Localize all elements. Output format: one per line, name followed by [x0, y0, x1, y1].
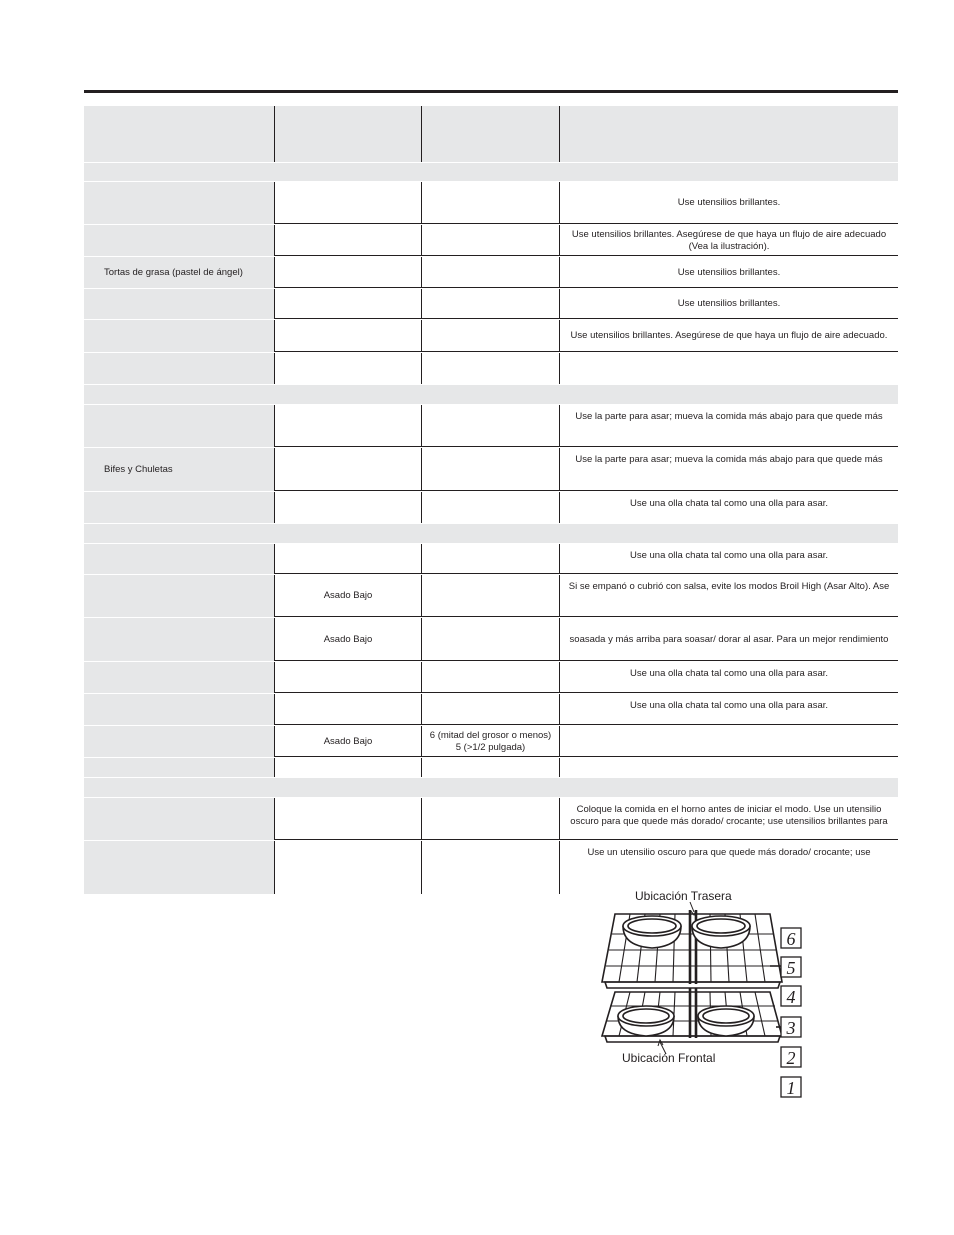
food-type-cell	[84, 694, 274, 725]
column-divider	[274, 618, 275, 661]
column-divider	[421, 289, 422, 319]
food-type-cell	[84, 257, 274, 288]
table-row	[84, 694, 898, 725]
column-divider	[421, 448, 422, 491]
rack-position-cell	[422, 353, 559, 384]
mode-cell	[275, 320, 421, 352]
food-type-cell	[84, 106, 274, 162]
mode-cell	[275, 798, 421, 840]
mode-cell	[275, 841, 421, 894]
position-2: 2	[786, 1048, 796, 1068]
column-divider	[421, 575, 422, 617]
column-divider	[274, 106, 275, 162]
rack-position-cell	[422, 289, 559, 319]
food-type-cell	[84, 225, 274, 256]
column-divider	[421, 618, 422, 661]
notes-cell	[560, 257, 898, 288]
notes-cell	[560, 492, 898, 523]
column-divider	[421, 798, 422, 840]
notes-text: Use una olla chata tal como una olla para asar.	[629, 498, 829, 509]
notes-text: Use la parte para asar; mueva la comida más abajo para que quede más	[575, 411, 883, 422]
notes-cell	[560, 575, 898, 617]
column-divider	[274, 448, 275, 491]
notes-cell	[560, 544, 898, 574]
rack-position-cell	[422, 662, 559, 693]
mode-cell	[275, 106, 421, 162]
rack-position-cell	[422, 492, 559, 523]
column-divider	[274, 798, 275, 840]
column-divider	[559, 353, 560, 384]
column-divider	[421, 544, 422, 574]
column-divider	[421, 353, 422, 384]
rack-position-cell	[422, 182, 559, 224]
row-divider	[274, 446, 898, 447]
mode-cell	[275, 694, 421, 725]
table-row	[84, 320, 898, 352]
rack-position-cell	[422, 544, 559, 574]
column-divider	[274, 575, 275, 617]
notes-text: Use utensilios brillantes.	[677, 298, 781, 309]
food-type-cell	[84, 575, 274, 617]
table-row	[84, 492, 898, 523]
column-divider	[274, 841, 275, 894]
notes-text: Use una olla chata tal como una olla para asar.	[629, 700, 829, 711]
column-divider	[274, 353, 275, 384]
mode-text: Asado Bajo	[323, 590, 373, 601]
column-divider	[559, 575, 560, 617]
notes-text: Use la parte para asar; mueva la comida más abajo para que quede más	[575, 454, 883, 465]
mode-cell	[275, 544, 421, 574]
row-divider	[274, 255, 898, 256]
position-boxes	[781, 928, 801, 1097]
table-row	[84, 448, 898, 491]
rack-position-cell	[422, 798, 559, 840]
rack-position-cell	[422, 618, 559, 661]
notes-cell	[560, 758, 898, 777]
rack-position-cell	[422, 694, 559, 725]
food-type-cell	[84, 320, 274, 352]
column-divider	[559, 618, 560, 661]
rack-position-cell	[422, 225, 559, 256]
table-row	[84, 662, 898, 693]
table-row	[84, 257, 898, 288]
food-type-text: Tortas de grasa (pastel de ángel)	[104, 266, 243, 278]
column-divider	[421, 662, 422, 693]
table-row	[84, 289, 898, 319]
mode-cell	[275, 182, 421, 224]
rack-position-cell	[422, 257, 559, 288]
mode-cell	[275, 289, 421, 319]
notes-cell	[560, 798, 898, 840]
table-row	[84, 182, 898, 224]
rack-position-cell	[422, 841, 559, 894]
row-divider	[274, 724, 898, 725]
row-divider	[274, 318, 898, 319]
notes-cell	[560, 353, 898, 384]
mode-cell	[275, 353, 421, 384]
column-divider	[274, 405, 275, 447]
rack-position-text: 6 (mitad del grosor o menos) 5 (>1/2 pulgada)	[429, 729, 552, 753]
notes-text: Use un utensilio oscuro para que quede más dorado/ crocante; use	[587, 847, 871, 858]
food-type-cell	[84, 544, 274, 574]
food-type-cell	[84, 448, 274, 491]
food-type-cell	[84, 618, 274, 661]
column-divider	[559, 758, 560, 777]
rack-position-cell	[422, 106, 559, 162]
row-divider	[274, 287, 898, 288]
top-rule	[84, 90, 898, 93]
mode-text: Asado Bajo	[323, 633, 373, 645]
column-divider	[421, 841, 422, 894]
column-divider	[421, 106, 422, 162]
table-row	[84, 353, 898, 384]
column-divider	[559, 182, 560, 224]
notes-cell	[560, 618, 898, 661]
mode-cell	[275, 618, 421, 661]
column-divider	[274, 225, 275, 256]
table-row	[84, 618, 898, 661]
mode-cell	[275, 225, 421, 256]
column-divider	[274, 182, 275, 224]
food-type-text: Bifes y Chuletas	[104, 463, 173, 475]
food-type-cell	[84, 289, 274, 319]
food-type-cell	[84, 841, 274, 894]
column-divider	[274, 694, 275, 725]
mode-cell	[275, 758, 421, 777]
table-row	[84, 544, 898, 574]
column-divider	[559, 492, 560, 523]
notes-cell	[560, 405, 898, 447]
table-header-row	[84, 106, 898, 162]
row-divider	[274, 756, 898, 757]
notes-text: Use utensilios brillantes.	[677, 266, 781, 278]
lower-rack-front-bar	[605, 1036, 780, 1042]
column-divider	[274, 320, 275, 352]
column-divider	[421, 257, 422, 288]
row-divider	[274, 692, 898, 693]
mode-cell	[275, 575, 421, 617]
rack-position-cell	[422, 448, 559, 491]
label-rear-location: Ubicación Trasera	[635, 889, 732, 903]
notes-text: Coloque la comida en el horno antes de iniciar el modo. Use un utensilio oscuro para que quede más dorado/ crocante; use utensilios brillantes para	[570, 804, 888, 827]
column-divider	[421, 694, 422, 725]
label-front-location: Ubicación Frontal	[622, 1051, 716, 1065]
food-type-cell	[84, 662, 274, 693]
column-divider	[421, 405, 422, 447]
row-divider	[274, 223, 898, 224]
table-row	[84, 726, 898, 757]
column-divider	[559, 841, 560, 894]
mode-cell	[275, 662, 421, 693]
notes-cell	[560, 182, 898, 224]
food-type-cell	[84, 492, 274, 523]
table-row	[84, 798, 898, 840]
row-divider	[274, 616, 898, 617]
row-divider	[274, 490, 898, 491]
notes-text: Use utensilios brillantes. Asegúrese de que haya un flujo de aire adecuado (Vea la ilustración).	[571, 228, 887, 252]
column-divider	[421, 182, 422, 224]
column-divider	[274, 492, 275, 523]
rack-position-cell	[422, 726, 559, 757]
position-1: 1	[786, 1078, 796, 1098]
column-divider	[559, 662, 560, 693]
column-divider	[559, 257, 560, 288]
mode-text: Asado Bajo	[323, 735, 373, 747]
column-divider	[559, 448, 560, 491]
notes-text: Use una olla chata tal como una olla para asar.	[629, 550, 829, 561]
column-divider	[274, 758, 275, 777]
mode-cell	[275, 405, 421, 447]
column-divider	[559, 694, 560, 725]
notes-cell	[560, 662, 898, 693]
table-row	[84, 225, 898, 256]
position-4: 4	[786, 987, 796, 1007]
notes-text: Si se empanó o cubrió con salsa, evite los modos Broil High (Asar Alto). Ase	[568, 581, 890, 592]
section-bar	[84, 524, 898, 543]
column-divider	[274, 544, 275, 574]
mode-cell	[275, 257, 421, 288]
column-divider	[274, 257, 275, 288]
food-type-cell	[84, 798, 274, 840]
notes-cell	[560, 289, 898, 319]
column-divider	[421, 320, 422, 352]
notes-cell	[560, 448, 898, 491]
position-3: 3	[786, 1018, 796, 1038]
rack-position-cell	[422, 758, 559, 777]
rack-position-cell	[422, 405, 559, 447]
section-bar	[84, 385, 898, 404]
column-divider	[559, 289, 560, 319]
notes-cell	[560, 225, 898, 256]
section-bar	[84, 163, 898, 181]
notes-cell	[560, 694, 898, 725]
table-row	[84, 575, 898, 617]
row-divider	[274, 351, 898, 352]
mode-cell	[275, 726, 421, 757]
column-divider	[421, 225, 422, 256]
column-divider	[421, 726, 422, 757]
row-divider	[274, 573, 898, 574]
column-divider	[559, 106, 560, 162]
section-bar	[84, 778, 898, 797]
notes-cell	[560, 320, 898, 352]
notes-cell	[560, 106, 898, 162]
row-divider	[274, 660, 898, 661]
column-divider	[274, 289, 275, 319]
notes-text: soasada y más arriba para soasar/ dorar al asar. Para un mejor rendimiento	[569, 633, 889, 645]
food-type-cell	[84, 758, 274, 777]
table-row	[84, 758, 898, 777]
column-divider	[421, 758, 422, 777]
rack-position-illustration	[590, 884, 810, 1104]
food-type-cell	[84, 182, 274, 224]
row-divider	[274, 839, 898, 840]
notes-text: Use utensilios brillantes.	[677, 197, 781, 208]
column-divider	[274, 726, 275, 757]
food-type-cell	[84, 405, 274, 447]
position-6: 6	[786, 929, 796, 949]
position-5: 5	[786, 958, 796, 978]
food-type-cell	[84, 726, 274, 757]
column-divider	[559, 405, 560, 447]
column-divider	[559, 320, 560, 352]
column-divider	[559, 798, 560, 840]
mode-cell	[275, 448, 421, 491]
table-row	[84, 405, 898, 447]
mode-cell	[275, 492, 421, 523]
rack-position-cell	[422, 320, 559, 352]
column-divider	[559, 544, 560, 574]
notes-text: Use utensilios brillantes. Asegúrese de que haya un flujo de aire adecuado.	[570, 330, 888, 341]
notes-cell	[560, 726, 898, 757]
column-divider	[421, 492, 422, 523]
notes-text: Use una olla chata tal como una olla para asar.	[629, 668, 829, 679]
column-divider	[559, 726, 560, 757]
food-type-cell	[84, 353, 274, 384]
upper-rack-front-bar	[605, 982, 780, 988]
rack-position-cell	[422, 575, 559, 617]
column-divider	[274, 662, 275, 693]
column-divider	[559, 225, 560, 256]
